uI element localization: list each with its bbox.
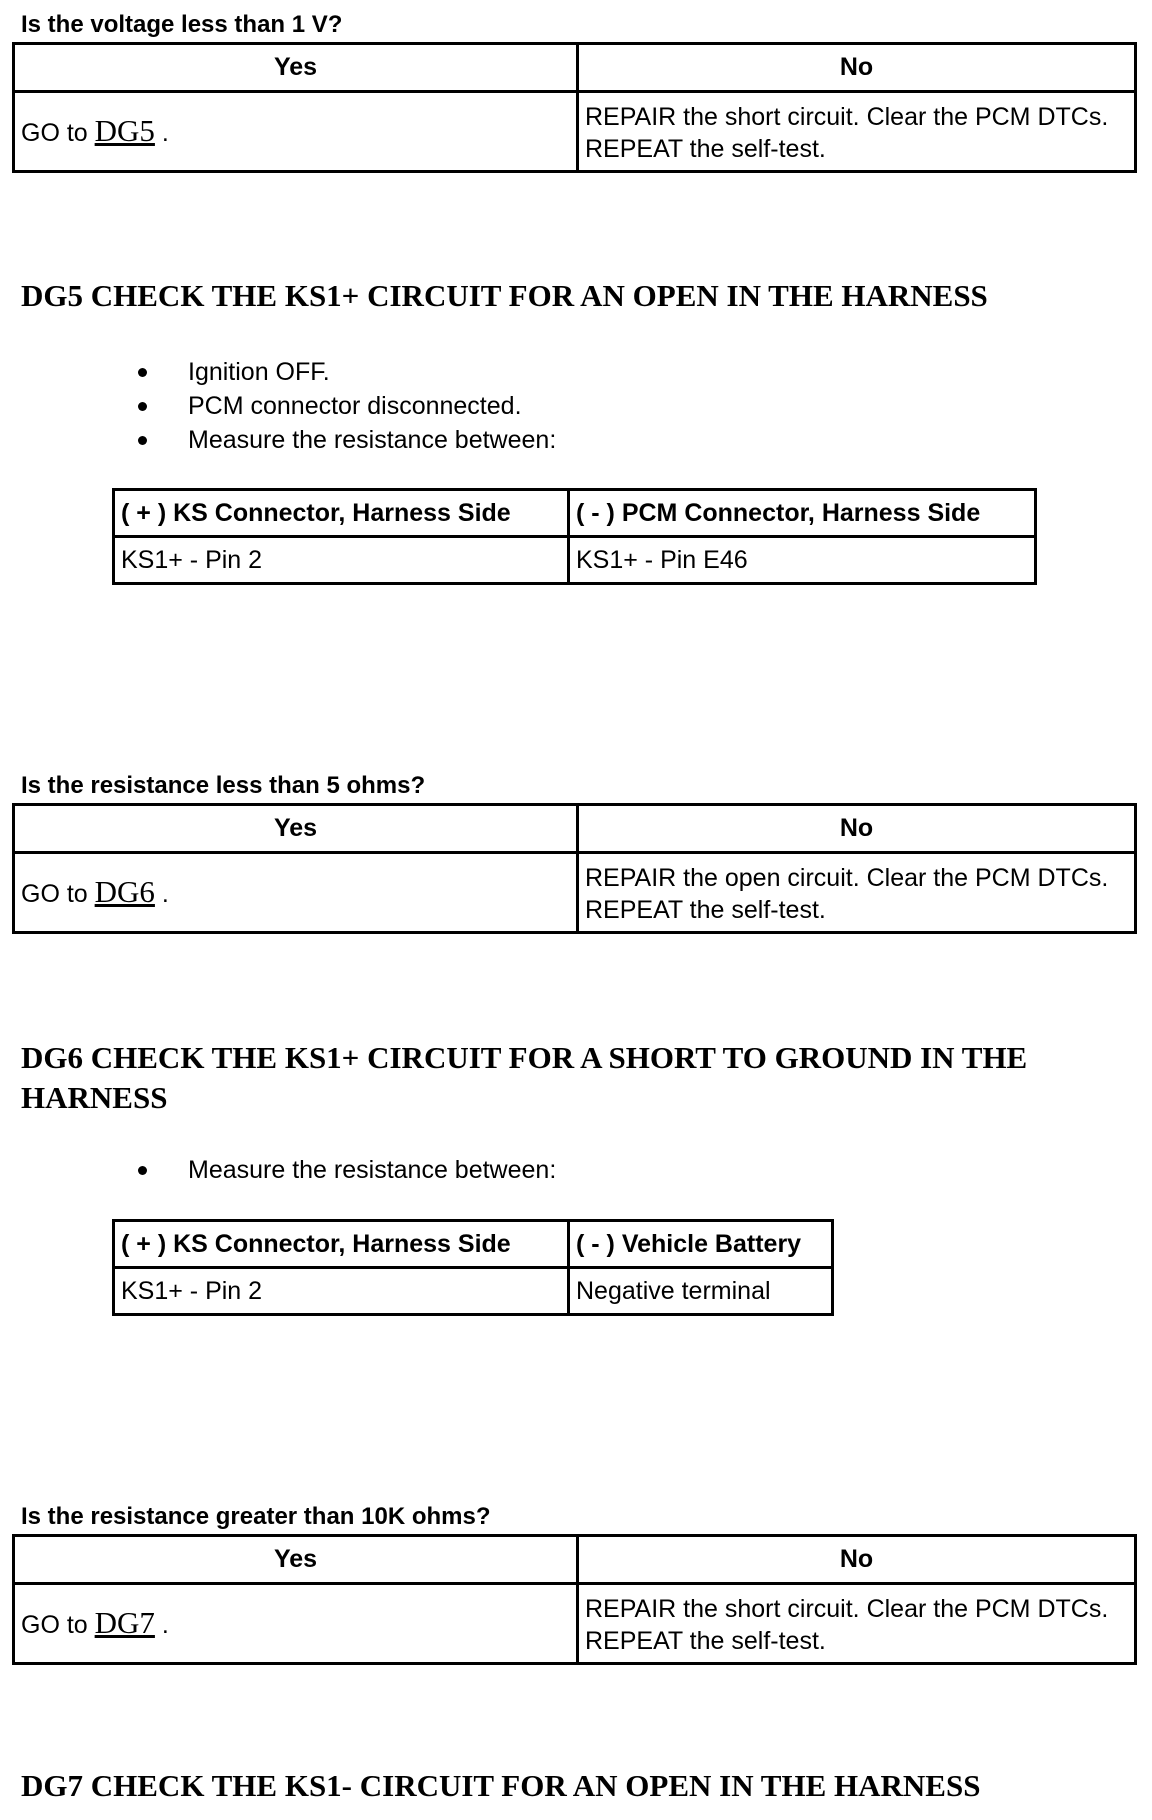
voltage-result-table bbox=[12, 42, 1137, 173]
resistance-10k-result-table bbox=[12, 1534, 1137, 1665]
resistance-result-table bbox=[12, 803, 1137, 934]
dg7-link[interactable]: DG7 bbox=[94, 1604, 155, 1640]
dg5-steps bbox=[120, 355, 556, 457]
dg6-link[interactable]: DG6 bbox=[94, 873, 155, 909]
resistance-question: Is the resistance less than 5 ohms? bbox=[21, 772, 426, 799]
list-item: PCM connector disconnected. bbox=[120, 389, 556, 423]
battery-header: ( - ) Vehicle Battery bbox=[569, 1221, 833, 1268]
no-cell: REPAIR the short circuit. Clear the PCM DTCs. REPEAT the self-test. bbox=[578, 1584, 1136, 1664]
pcm-connector-header: ( - ) PCM Connector, Harness Side bbox=[569, 490, 1036, 537]
no-cell: REPAIR the short circuit. Clear the PCM DTCs. REPEAT the self-test. bbox=[578, 92, 1136, 172]
dg5-link[interactable]: DG5 bbox=[94, 112, 155, 148]
dg5-heading: DG5 CHECK THE KS1+ CIRCUIT FOR AN OPEN IN THE HARNESS bbox=[21, 278, 988, 313]
no-header: No bbox=[578, 1536, 1136, 1584]
no-header: No bbox=[578, 44, 1136, 92]
ks-connector-header: ( + ) KS Connector, Harness Side bbox=[114, 490, 569, 537]
yes-cell: GO to DG5 . bbox=[14, 92, 578, 172]
yes-cell: GO to DG7 . bbox=[14, 1584, 578, 1664]
dg5-measurement-table bbox=[112, 488, 1037, 585]
resistance-10k-question: Is the resistance greater than 10K ohms? bbox=[21, 1503, 491, 1530]
dg6-measurement-table bbox=[112, 1219, 834, 1316]
yes-header: Yes bbox=[14, 44, 578, 92]
ks-pin-cell: KS1+ - Pin 2 bbox=[114, 537, 569, 584]
yes-header: Yes bbox=[14, 1536, 578, 1584]
list-item: Measure the resistance between: bbox=[120, 1153, 556, 1187]
battery-terminal-cell: Negative terminal bbox=[569, 1268, 833, 1315]
dg6-steps bbox=[120, 1153, 556, 1187]
dg6-heading: DG6 CHECK THE KS1+ CIRCUIT FOR A SHORT TO GROUND IN THE HARNESS bbox=[21, 1040, 1028, 1115]
yes-cell: GO to DG6 . bbox=[14, 853, 578, 933]
ks-connector-header: ( + ) KS Connector, Harness Side bbox=[114, 1221, 569, 1268]
voltage-question: Is the voltage less than 1 V? bbox=[21, 11, 343, 38]
no-cell: REPAIR the open circuit. Clear the PCM DTCs. REPEAT the self-test. bbox=[578, 853, 1136, 933]
list-item: Measure the resistance between: bbox=[120, 423, 556, 457]
yes-header: Yes bbox=[14, 805, 578, 853]
ks-pin-cell: KS1+ - Pin 2 bbox=[114, 1268, 569, 1315]
pcm-pin-cell: KS1+ - Pin E46 bbox=[569, 537, 1036, 584]
no-header: No bbox=[578, 805, 1136, 853]
dg7-heading: DG7 CHECK THE KS1- CIRCUIT FOR AN OPEN IN THE HARNESS bbox=[21, 1768, 981, 1803]
list-item: Ignition OFF. bbox=[120, 355, 556, 389]
